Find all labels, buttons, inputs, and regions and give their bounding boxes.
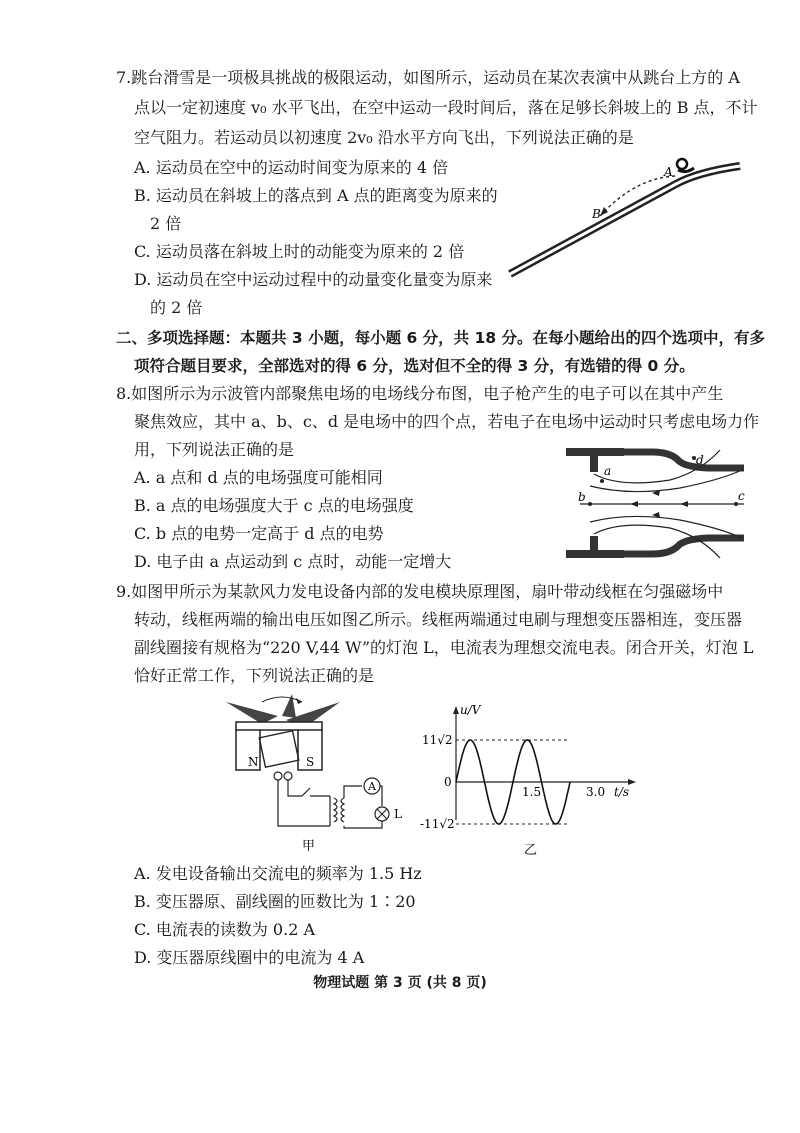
- voltage-graph-figure: [420, 700, 650, 860]
- q7-option-b-line-1: B. 运动员在斜坡上的落点到 A 点的距离变为原来的: [134, 186, 498, 205]
- point-b-label: b: [578, 490, 586, 504]
- page-footer: 物理试题 第 3 页 (共 8 页): [313, 975, 487, 991]
- q7-line-2: 点以一定初速度 v₀ 水平飞出，在空中运动一段时间后，落在足够长斜坡上的 B 点，不计: [134, 98, 758, 117]
- q8-line-1: 8.如图所示为示波管内部聚焦电场的电场线分布图，电子枪产生的电子可以在其中产生: [116, 384, 724, 403]
- lamp-label: L: [394, 807, 402, 821]
- q9-option-a: A. 发电设备输出交流电的频率为 1.5 Hz: [134, 864, 422, 883]
- q9-option-d: D. 变压器原线圈中的电流为 4 A: [134, 948, 365, 967]
- q9-option-c: C. 电流表的读数为 0.2 A: [134, 920, 316, 939]
- point-b-label: B: [592, 207, 601, 221]
- skier-icon: [677, 159, 687, 169]
- origin-label: 0: [444, 775, 452, 789]
- q7-option-c: C. 运动员落在斜坡上时的动能变为原来的 2 倍: [134, 242, 465, 261]
- x-tick-1-5: 1.5: [522, 785, 542, 799]
- q8-option-d: D. 电子由 a 点运动到 c 点时，动能一定增大: [134, 552, 452, 571]
- q9-line-3: 副线圈接有规格为“220 V,44 W”的灯泡 L，电流表为理想交流电表。闭合开关，灯泡 L: [134, 638, 754, 657]
- q8-option-a: A. a 点和 d 点的电场强度可能相同: [134, 468, 383, 487]
- electric-field-figure: [560, 440, 750, 568]
- brush-ring: [274, 772, 282, 780]
- fan-blade: [226, 702, 278, 724]
- north-pole-label: N: [248, 755, 259, 769]
- q8-option-b: B. a 点的电场强度大于 c 点的电场强度: [134, 496, 414, 515]
- point-a-label: a: [604, 464, 612, 478]
- secondary-coil: [341, 798, 344, 822]
- section-2-heading-line-2: 项符合题目要求，全部选对的得 6 分，选对但不全的得 3 分，有选错的得 0 分。: [134, 357, 695, 375]
- ammeter-label: A: [368, 780, 376, 793]
- generator-figure: [222, 694, 412, 854]
- q7-option-d-line-1: D. 运动员在空中运动过程中的动量变化量变为原来: [134, 270, 493, 289]
- point-d-label: d: [696, 453, 704, 467]
- trajectory-path: [600, 176, 675, 216]
- y-axis-label: u/V: [460, 703, 481, 717]
- q8-line-3: 用，下列说法正确的是: [134, 440, 295, 459]
- x-axis-label: t/s: [614, 785, 630, 799]
- south-pole-label: S: [306, 755, 315, 769]
- section-2-heading-line-1: 二、多项选择题：本题共 3 小题，每小题 6 分，共 18 分。在每小题给出的四个选项中，有多: [116, 329, 766, 347]
- q7-option-d-line-2: 的 2 倍: [150, 298, 203, 317]
- q9-line-1: 9.如图甲所示为某款风力发电设备内部的发电模块原理图，扇叶带动线框在匀强磁场中: [116, 582, 724, 601]
- q9-option-b: B. 变压器原、副线圈的匝数比为 1∶20: [134, 892, 416, 911]
- point-a-label: A: [664, 165, 673, 179]
- point-c-label: c: [738, 489, 745, 503]
- q7-line-3: 空气阻力。若运动员以初速度 2v₀ 沿水平方向飞出，下列说法正确的是: [134, 128, 634, 147]
- coil-frame: [259, 731, 298, 767]
- q9-line-2: 转动，线框两端的输出电压如图乙所示。线框两端通过电刷与理想变压器相连，变压器: [134, 610, 743, 629]
- y-min-label: -11√2: [420, 817, 455, 831]
- y-max-label: 11√2: [422, 733, 453, 747]
- ski-slope-figure: [500, 150, 750, 286]
- q9-line-4: 恰好正常工作，下列说法正确的是: [134, 666, 375, 685]
- x-tick-3-0: 3.0: [586, 785, 606, 799]
- q8-line-2: 聚焦效应，其中 a、b、c、d 是电场中的四个点，若电子在电场中运动时只考虑电场力作: [134, 412, 760, 431]
- q7-option-b-line-2: 2 倍: [150, 214, 182, 233]
- primary-coil: [334, 798, 337, 822]
- figure-yi-caption: 乙: [524, 843, 538, 858]
- q8-option-c: C. b 点的电势一定高于 d 点的电势: [134, 524, 384, 543]
- q7-option-a: A. 运动员在空中的运动时间变为原来的 4 倍: [134, 158, 449, 177]
- figure-jia-caption: 甲: [302, 839, 316, 854]
- q7-line-1: 7.跳台滑雪是一项极具挑战的极限运动，如图所示，运动员在某次表演中从跳台上方的 A: [116, 68, 740, 87]
